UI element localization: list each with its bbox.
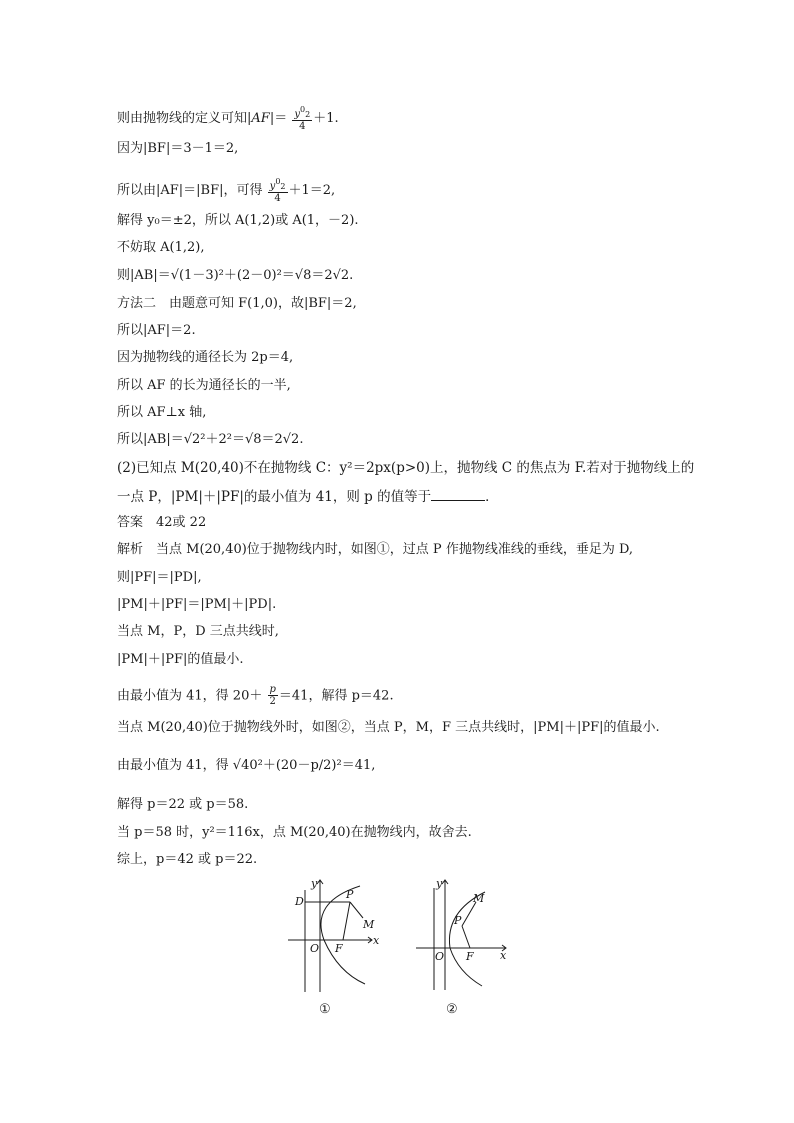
label-m: M xyxy=(473,892,485,905)
answer-line: 答案 42或 22 xyxy=(117,515,207,530)
label-p: P xyxy=(346,888,354,901)
label-d: D xyxy=(295,895,304,908)
label-o: O xyxy=(435,950,445,963)
text-line-9: 因为抛物线的通径长为 2p＝4, xyxy=(117,350,294,365)
label-m: M xyxy=(363,918,375,931)
text-line-12: 所以|AB|＝√2²＋2²＝√8＝2√2. xyxy=(117,432,304,447)
caption-2: ② xyxy=(446,1002,458,1017)
question-line-2: 一点 P，|PM|＋|PF|的最小值为 41，则 p 的值等于 ． xyxy=(117,489,499,505)
label-o: O xyxy=(310,942,320,955)
analysis-line-11: 综上，p＝42 或 p＝22. xyxy=(117,852,258,867)
text-line-8: 所以|AF|＝2. xyxy=(117,323,196,338)
question-line-1: (2)已知点 M(20,40)不在抛物线 C：y²＝2px(p>0)上，抛物线 C 的焦点为 F.若对于抛物线上的 xyxy=(117,460,695,476)
segment-pm xyxy=(462,902,476,926)
analysis-line-9: 解得 p＝22 或 p＝58. xyxy=(117,797,249,812)
parabola xyxy=(321,886,365,984)
fraction: $\frac{y^02}{4}$ xyxy=(294,105,311,132)
text-line-11: 所以 AF⊥x 轴, xyxy=(117,405,207,420)
fraction: $\frac{p}{2}$ xyxy=(269,684,276,707)
label-x: x xyxy=(373,934,380,947)
text-line-4: 解得 y₀＝±2，所以 A(1,2)或 A(1，－2). xyxy=(117,213,359,228)
analysis-line-3: |PM|＋|PF|＝|PM|＋|PD|. xyxy=(117,597,277,612)
text-line-7: 方法二 由题意可知 F(1,0)，故|BF|＝2, xyxy=(117,296,357,311)
text-line-2: 因为|BF|＝3－1＝2, xyxy=(117,141,239,156)
segment-pm xyxy=(350,902,363,918)
analysis-line-7: 当点 M(20,40)位于抛物线外时，如图②，当点 P，M，F 三点共线时，|PM|＋|PF|的值最小. xyxy=(117,720,660,735)
text-line-10: 所以 AF 的长为通径长的一半, xyxy=(117,378,291,393)
segment-pf xyxy=(343,902,350,940)
label-y: y xyxy=(311,877,318,890)
label-y: y xyxy=(436,877,443,890)
text-line-5: 不妨取 A(1,2), xyxy=(117,240,205,255)
caption-1: ① xyxy=(319,1002,331,1017)
analysis-line-8: 由最小值为 41，得 √40²＋(20－p/2)²＝41, xyxy=(117,758,376,773)
figure-2 xyxy=(410,872,510,1022)
fraction: $\frac{y^02}{4}$ xyxy=(269,177,286,204)
analysis-line-5: |PM|＋|PF|的值最小. xyxy=(117,652,244,667)
label-f: F xyxy=(466,950,474,963)
label-p: P xyxy=(454,914,462,927)
answer-blank xyxy=(431,488,485,501)
analysis-line-1: 解析 当点 M(20,40)位于抛物线内时，如图①，过点 P 作抛物线准线的垂线，垂足为 D, xyxy=(117,542,634,557)
label-x: x xyxy=(500,949,507,962)
analysis-line-10: 当 p＝58 时，y²＝116x，点 M(20,40)在抛物线内，故舍去. xyxy=(117,825,472,840)
text-line-6: 则|AB|＝√(1－3)²＋(2－0)²＝√8＝2√2. xyxy=(117,268,354,283)
analysis-line-6: 由最小值为 41，得 20＋ $\frac{p}{2}$ ＝41，解得 p＝42. xyxy=(117,684,394,707)
analysis-line-2: 则|PF|＝|PD|, xyxy=(117,570,202,585)
figure-1 xyxy=(280,872,380,1022)
segment-pf xyxy=(462,926,470,948)
text-line-1: 则由抛物线的定义可知|AF|＝ $\frac{y^02}{4}$ ＋1. xyxy=(117,105,339,132)
label-f: F xyxy=(335,942,343,955)
text-line-3: 所以由|AF|＝|BF|，可得 $\frac{y^02}{4}$ ＋1＝2, xyxy=(117,177,336,204)
analysis-line-4: 当点 M，P，D 三点共线时, xyxy=(117,624,279,639)
